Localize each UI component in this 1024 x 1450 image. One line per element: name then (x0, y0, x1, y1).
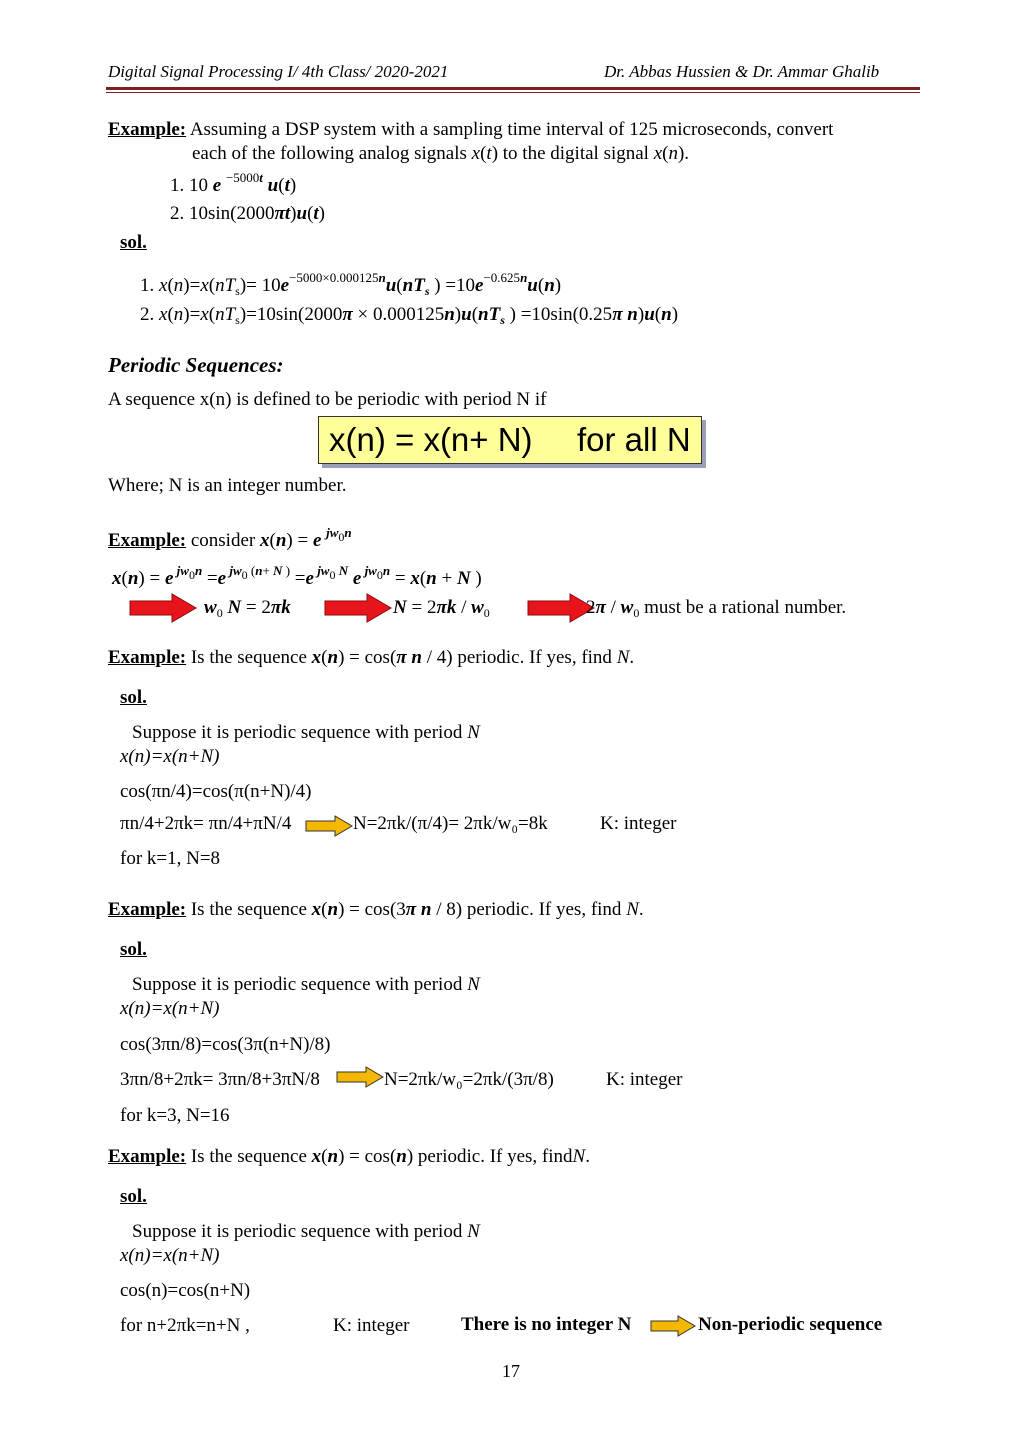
example1-line1: Example: Assuming a DSP system with a sampling time interval of 125 microseconds, convert (108, 119, 834, 140)
example3-line1: x(n)=x(n+N) (120, 746, 220, 767)
example4-line4: for k=3, N=16 (120, 1105, 230, 1126)
example5-question: Example: Is the sequence x(n) = cos(n) periodic. If yes, findN. (108, 1146, 590, 1167)
sol-label: sol. (120, 1186, 147, 1207)
example5-line1: x(n)=x(n+N) (120, 1245, 220, 1266)
example1-item2: 2. 10sin(2000πt)u(t) (170, 203, 325, 224)
example3-line2: cos(πn/4)=cos(π(n+N)/4) (120, 781, 312, 802)
example3-line3a: πn/4+2πk= πn/4+πN/4 (120, 813, 292, 834)
example3-question: Example: Is the sequence x(n) = cos(π n / 4) periodic. If yes, find N. (108, 647, 635, 668)
right-arrow-icon (336, 1066, 384, 1088)
example4-kint: K: integer (606, 1069, 683, 1090)
periodic-definition: A sequence x(n) is defined to be periodic with period N if (108, 389, 547, 410)
example4-suppose: Suppose it is periodic sequence with period N (132, 974, 480, 995)
example4-line1: x(n)=x(n+N) (120, 998, 220, 1019)
example5-suppose: Suppose it is periodic sequence with period N (132, 1221, 480, 1242)
section-title: Periodic Sequences: (108, 353, 284, 377)
example2-line2: x(n) = e $^{jw_0n}$ =e $^{jw_0 (n+ N )}$ =e $^{jw_0 N}$ e $^{jw_0n}$ = x(n + N ) (112, 563, 482, 589)
example4-line2: cos(3πn/8)=cos(3π(n+N)/8) (120, 1034, 331, 1055)
example5-line2: cos(n)=cos(n+N) (120, 1280, 251, 1301)
periodic-where: Where; N is an integer number. (108, 475, 347, 496)
box-condition: for all N (577, 421, 691, 458)
example2-eq1: $w_0$ N = 2πk (204, 597, 291, 620)
example2-line1: Example: consider x(n) = e $^{jw_0n}$ (108, 525, 352, 551)
header-rule (106, 87, 920, 90)
example2-eq3: $2\pi / w_0$ must be a rational number. (586, 597, 847, 620)
box-equation: x(n) = x(n+ N) (329, 421, 533, 458)
example1-sol2: 2. $x(n)=x(nT_s)=10\sin(2000\pi \times 0.000125n)u(nT_s$ ) =10sin(0.25π n)u(n) (140, 304, 679, 327)
sol-label: sol. (120, 939, 147, 960)
example2-eq2: $N = 2\pi k / w_0$ (393, 597, 490, 620)
example-label: Example: (108, 119, 187, 140)
definition-box (318, 416, 702, 464)
example5-line3: for n+2πk=n+N , (120, 1315, 250, 1336)
header-rule-thin (106, 92, 920, 93)
example4-question: Example: Is the sequence x(n) = cos(3π n / 8) periodic. If yes, find N. (108, 899, 644, 920)
right-arrow-icon (128, 592, 198, 624)
right-arrow-icon (323, 592, 393, 624)
page-number: 17 (502, 1361, 520, 1381)
example1-line2: each of the following analog signals x(t) to the digital signal x(n). (192, 143, 690, 164)
example4-line3b: N=2πk/w₀=2πk/(3π/8) (384, 1069, 554, 1090)
example3-kint: K: integer (600, 813, 677, 834)
example1-item1: 1. 10 e $^{-5000t}$ u(t) (170, 170, 297, 196)
example3-line4: for k=1, N=8 (120, 848, 221, 869)
example4-line3a: 3πn/8+2πk= 3πn/8+3πN/8 (120, 1069, 320, 1090)
example3-line3b: N=2πk/(π/4)= 2πk/w₀=8k (353, 813, 548, 834)
example5-no-integer: There is no integer N (461, 1314, 632, 1335)
example1-sol1: 1. $x(n)=x(nT_s)= 10e^{-5000\times 0.000125n}u(nT_s$ ) $=10e^{-0.625n}u(n)$ (140, 270, 562, 298)
sol-label: sol. (120, 232, 147, 253)
right-arrow-icon (650, 1315, 696, 1337)
right-arrow-icon (305, 815, 353, 837)
example5-nonperiodic: Non-periodic sequence (698, 1314, 883, 1335)
header-left: Digital Signal Processing I/ 4th Class/ 2020-2021 (108, 62, 449, 81)
example5-kint: K: integer (333, 1315, 410, 1336)
example3-suppose: Suppose it is periodic sequence with period N (132, 722, 480, 743)
sol-label: sol. (120, 687, 147, 708)
header-right: Dr. Abbas Hussien & Dr. Ammar Ghalib (604, 62, 880, 81)
